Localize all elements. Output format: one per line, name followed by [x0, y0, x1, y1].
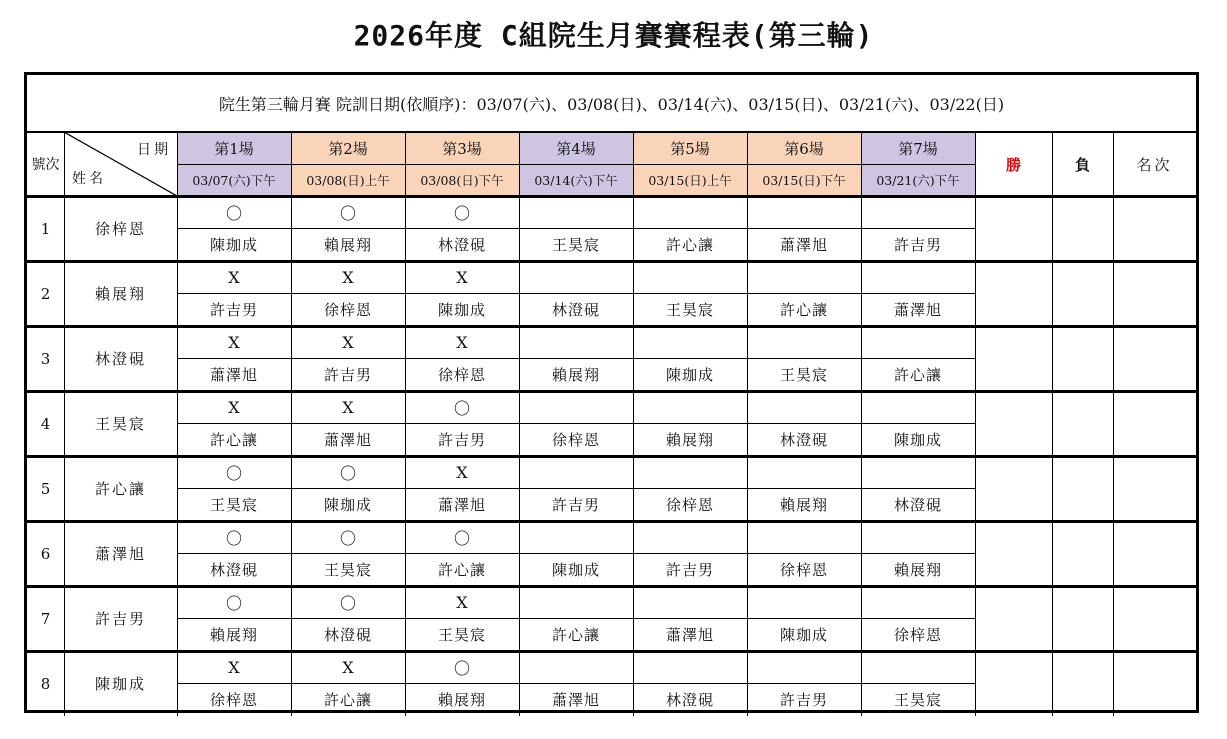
- grid-line: [27, 650, 1196, 653]
- match-result: [633, 326, 747, 358]
- match-opponent: 陳珈成: [893, 431, 942, 449]
- match-opponent: 王昊宸: [893, 691, 942, 709]
- match-result: X: [228, 657, 240, 677]
- match-result: [633, 651, 747, 683]
- player-rank-cell: [1113, 521, 1196, 586]
- match-opponent: 許心讓: [323, 691, 372, 709]
- match-opponent: 蕭澤旭: [209, 366, 258, 384]
- match-opponent: 賴展翔: [209, 626, 258, 644]
- player-loss-cell: [1052, 456, 1113, 521]
- match-result: 〇: [453, 658, 470, 678]
- player-rank-cell: [1113, 326, 1196, 391]
- match-opponent: 徐梓恩: [893, 626, 942, 644]
- round-header-7: 第7場: [861, 132, 975, 164]
- grid-line: [177, 358, 975, 359]
- match-opponent: 許吉男: [551, 496, 600, 514]
- match-result: X: [342, 267, 354, 287]
- player-loss-cell: [1052, 326, 1113, 391]
- match-opponent: 蕭澤旭: [779, 236, 828, 254]
- match-result: [519, 391, 633, 423]
- grid-line: [177, 488, 975, 489]
- match-opponent: 賴展翔: [551, 366, 600, 384]
- grid-line: [27, 585, 1196, 588]
- match-result: [747, 326, 861, 358]
- player-loss-cell: [1052, 586, 1113, 651]
- player-rank-cell: [1113, 391, 1196, 456]
- round-header-2: 第2場: [291, 132, 405, 164]
- match-opponent: 林澄硯: [665, 691, 714, 709]
- match-result: 〇: [453, 398, 470, 418]
- match-result: [861, 196, 975, 228]
- match-opponent: 林澄硯: [437, 236, 486, 254]
- match-opponent: 陳珈成: [665, 366, 714, 384]
- match-opponent: 賴展翔: [323, 236, 372, 254]
- header-diagonal-cell: [64, 132, 177, 196]
- match-result: 〇: [225, 593, 242, 613]
- player-name: 陳珈成: [94, 675, 146, 693]
- header-loss: 負: [1074, 155, 1090, 174]
- match-result: [519, 261, 633, 293]
- header-date-label: 日期: [137, 142, 171, 158]
- player-win-cell: [975, 196, 1052, 261]
- match-opponent: 王昊宸: [551, 236, 600, 254]
- round-date-3: 03/08(日)下午: [405, 164, 519, 196]
- grid-line: [177, 164, 975, 165]
- player-win-cell: [975, 521, 1052, 586]
- match-result: [861, 651, 975, 683]
- match-result: 〇: [339, 593, 356, 613]
- match-result: [633, 261, 747, 293]
- grid-line: [177, 683, 975, 684]
- player-name: 許心讓: [94, 480, 146, 498]
- match-opponent: 徐梓恩: [323, 301, 372, 319]
- match-result: X: [342, 332, 354, 352]
- match-opponent: 徐梓恩: [209, 691, 258, 709]
- match-result: 〇: [453, 528, 470, 548]
- match-result: X: [456, 592, 468, 612]
- round-header-6: 第6場: [747, 132, 861, 164]
- match-result: 〇: [339, 203, 356, 223]
- match-result: [747, 196, 861, 228]
- player-win-cell: [975, 651, 1052, 716]
- match-result: X: [228, 332, 240, 352]
- player-win-cell: [975, 456, 1052, 521]
- grid-line: [1052, 132, 1053, 716]
- grid-line: [27, 520, 1196, 523]
- match-opponent: 許吉男: [437, 431, 486, 449]
- match-result: [747, 456, 861, 488]
- match-opponent: 林澄硯: [209, 561, 258, 579]
- player-number: 8: [40, 674, 51, 693]
- player-name: 蕭澤旭: [94, 545, 146, 563]
- match-opponent: 許心讓: [665, 236, 714, 254]
- match-opponent: 徐梓恩: [437, 366, 486, 384]
- match-opponent: 蕭澤旭: [323, 431, 372, 449]
- match-opponent: 王昊宸: [665, 301, 714, 319]
- player-name: 徐梓恩: [94, 220, 146, 238]
- match-opponent: 許心讓: [551, 626, 600, 644]
- grid-line: [27, 195, 1196, 198]
- round-header-3: 第3場: [405, 132, 519, 164]
- player-rank-cell: [1113, 261, 1196, 326]
- player-rank-cell: [1113, 456, 1196, 521]
- schedule-table: [24, 72, 1199, 713]
- table-subtitle: 院生第三輪月賽 院訓日期(依順序)：03/07(六)、03/08(日)、03/14(六)、03/15(日)、03/21(六)、03/22(日): [218, 95, 1005, 114]
- player-number: 1: [40, 219, 51, 238]
- round-date-7: 03/21(六)下午: [861, 164, 975, 196]
- player-win-cell: [975, 586, 1052, 651]
- player-rank-cell: [1113, 196, 1196, 261]
- grid-line: [291, 132, 292, 716]
- player-loss-cell: [1052, 391, 1113, 456]
- round-date-1: 03/07(六)下午: [177, 164, 291, 196]
- match-result: [519, 521, 633, 553]
- player-number: 7: [40, 609, 51, 628]
- match-result: 〇: [453, 203, 470, 223]
- match-opponent: 陳珈成: [209, 236, 258, 254]
- match-opponent: 林澄硯: [323, 626, 372, 644]
- player-rank-cell: [1113, 586, 1196, 651]
- match-result: X: [342, 397, 354, 417]
- grid-line: [177, 423, 975, 424]
- page-title: 2026年度 C組院生月賽賽程表(第三輪): [353, 19, 874, 52]
- grid-line: [27, 390, 1196, 393]
- match-result: [861, 261, 975, 293]
- match-result: [747, 651, 861, 683]
- grid-line: [177, 228, 975, 229]
- player-name: 賴展翔: [94, 285, 146, 303]
- grid-line: [861, 132, 862, 716]
- match-result: X: [228, 397, 240, 417]
- match-opponent: 徐梓恩: [665, 496, 714, 514]
- grid-line: [1113, 132, 1114, 716]
- match-result: [747, 261, 861, 293]
- match-opponent: 許心讓: [437, 561, 486, 579]
- player-loss-cell: [1052, 261, 1113, 326]
- round-header-1: 第1場: [177, 132, 291, 164]
- round-date-5: 03/15(日)上午: [633, 164, 747, 196]
- player-number: 4: [40, 414, 51, 433]
- match-opponent: 林澄硯: [779, 431, 828, 449]
- match-result: [861, 391, 975, 423]
- match-opponent: 陳珈成: [779, 626, 828, 644]
- round-date-6: 03/15(日)下午: [747, 164, 861, 196]
- match-result: [519, 586, 633, 618]
- match-opponent: 蕭澤旭: [437, 496, 486, 514]
- grid-line: [405, 132, 406, 716]
- match-result: [633, 586, 747, 618]
- match-opponent: 徐梓恩: [551, 431, 600, 449]
- match-opponent: 許吉男: [893, 236, 942, 254]
- match-opponent: 賴展翔: [437, 691, 486, 709]
- match-result: 〇: [225, 528, 242, 548]
- match-result: [633, 391, 747, 423]
- match-result: [633, 456, 747, 488]
- grid-line: [177, 553, 975, 554]
- match-opponent: 王昊宸: [209, 496, 258, 514]
- match-result: [519, 651, 633, 683]
- match-result: [519, 456, 633, 488]
- match-opponent: 許吉男: [779, 691, 828, 709]
- match-result: 〇: [225, 203, 242, 223]
- match-result: X: [456, 332, 468, 352]
- match-opponent: 賴展翔: [893, 561, 942, 579]
- player-win-cell: [975, 261, 1052, 326]
- match-opponent: 許吉男: [323, 366, 372, 384]
- match-opponent: 許心讓: [893, 366, 942, 384]
- round-date-2: 03/08(日)上午: [291, 164, 405, 196]
- match-opponent: 許心讓: [779, 301, 828, 319]
- grid-line: [633, 132, 634, 716]
- player-number: 3: [40, 349, 51, 368]
- player-name: 許吉男: [94, 610, 146, 628]
- player-rank-cell: [1113, 651, 1196, 716]
- round-header-5: 第5場: [633, 132, 747, 164]
- grid-line: [27, 455, 1196, 458]
- match-opponent: 王昊宸: [323, 561, 372, 579]
- match-opponent: 蕭澤旭: [665, 626, 714, 644]
- match-result: X: [342, 657, 354, 677]
- match-result: X: [456, 462, 468, 482]
- match-result: [861, 586, 975, 618]
- round-date-4: 03/14(六)下午: [519, 164, 633, 196]
- match-result: [861, 521, 975, 553]
- match-opponent: 陳珈成: [323, 496, 372, 514]
- match-result: [633, 196, 747, 228]
- grid-line: [177, 132, 178, 716]
- match-opponent: 林澄硯: [893, 496, 942, 514]
- player-win-cell: [975, 326, 1052, 391]
- player-number: 5: [40, 479, 51, 498]
- match-result: 〇: [225, 463, 242, 483]
- grid-line: [27, 131, 1196, 133]
- player-win-cell: [975, 391, 1052, 456]
- match-result: [747, 521, 861, 553]
- player-name: 林澄硯: [94, 350, 146, 368]
- match-opponent: 陳珈成: [551, 561, 600, 579]
- grid-line: [27, 325, 1196, 328]
- header-win: 勝: [1005, 155, 1021, 174]
- round-header-4: 第4場: [519, 132, 633, 164]
- match-opponent: 許心讓: [209, 431, 258, 449]
- player-name: 王昊宸: [94, 415, 146, 433]
- match-result: [861, 326, 975, 358]
- match-opponent: 陳珈成: [437, 301, 486, 319]
- grid-line: [177, 293, 975, 294]
- match-opponent: 蕭澤旭: [893, 301, 942, 319]
- match-result: X: [456, 267, 468, 287]
- match-result: [747, 391, 861, 423]
- match-opponent: 蕭澤旭: [551, 691, 600, 709]
- match-result: [633, 521, 747, 553]
- match-result: 〇: [339, 528, 356, 548]
- player-loss-cell: [1052, 196, 1113, 261]
- grid-line: [64, 132, 65, 716]
- player-number: 6: [40, 544, 51, 563]
- match-result: [861, 456, 975, 488]
- match-opponent: 許吉男: [209, 301, 258, 319]
- match-opponent: 賴展翔: [779, 496, 828, 514]
- player-loss-cell: [1052, 651, 1113, 716]
- header-name-label: 姓名: [72, 171, 106, 187]
- player-number: 2: [40, 284, 51, 303]
- match-result: [519, 196, 633, 228]
- match-opponent: 王昊宸: [437, 626, 486, 644]
- match-result: X: [228, 267, 240, 287]
- header-no: 號次: [31, 157, 60, 173]
- match-opponent: 賴展翔: [665, 431, 714, 449]
- match-result: [519, 326, 633, 358]
- grid-line: [519, 132, 520, 716]
- match-opponent: 王昊宸: [779, 366, 828, 384]
- match-opponent: 徐梓恩: [779, 561, 828, 579]
- match-opponent: 林澄硯: [551, 301, 600, 319]
- grid-line: [27, 260, 1196, 263]
- match-result: [747, 586, 861, 618]
- player-loss-cell: [1052, 521, 1113, 586]
- grid-line: [975, 132, 976, 716]
- header-rank: 名次: [1136, 155, 1173, 174]
- match-result: 〇: [339, 463, 356, 483]
- grid-line: [747, 132, 748, 716]
- match-opponent: 許吉男: [665, 561, 714, 579]
- grid-line: [177, 618, 975, 619]
